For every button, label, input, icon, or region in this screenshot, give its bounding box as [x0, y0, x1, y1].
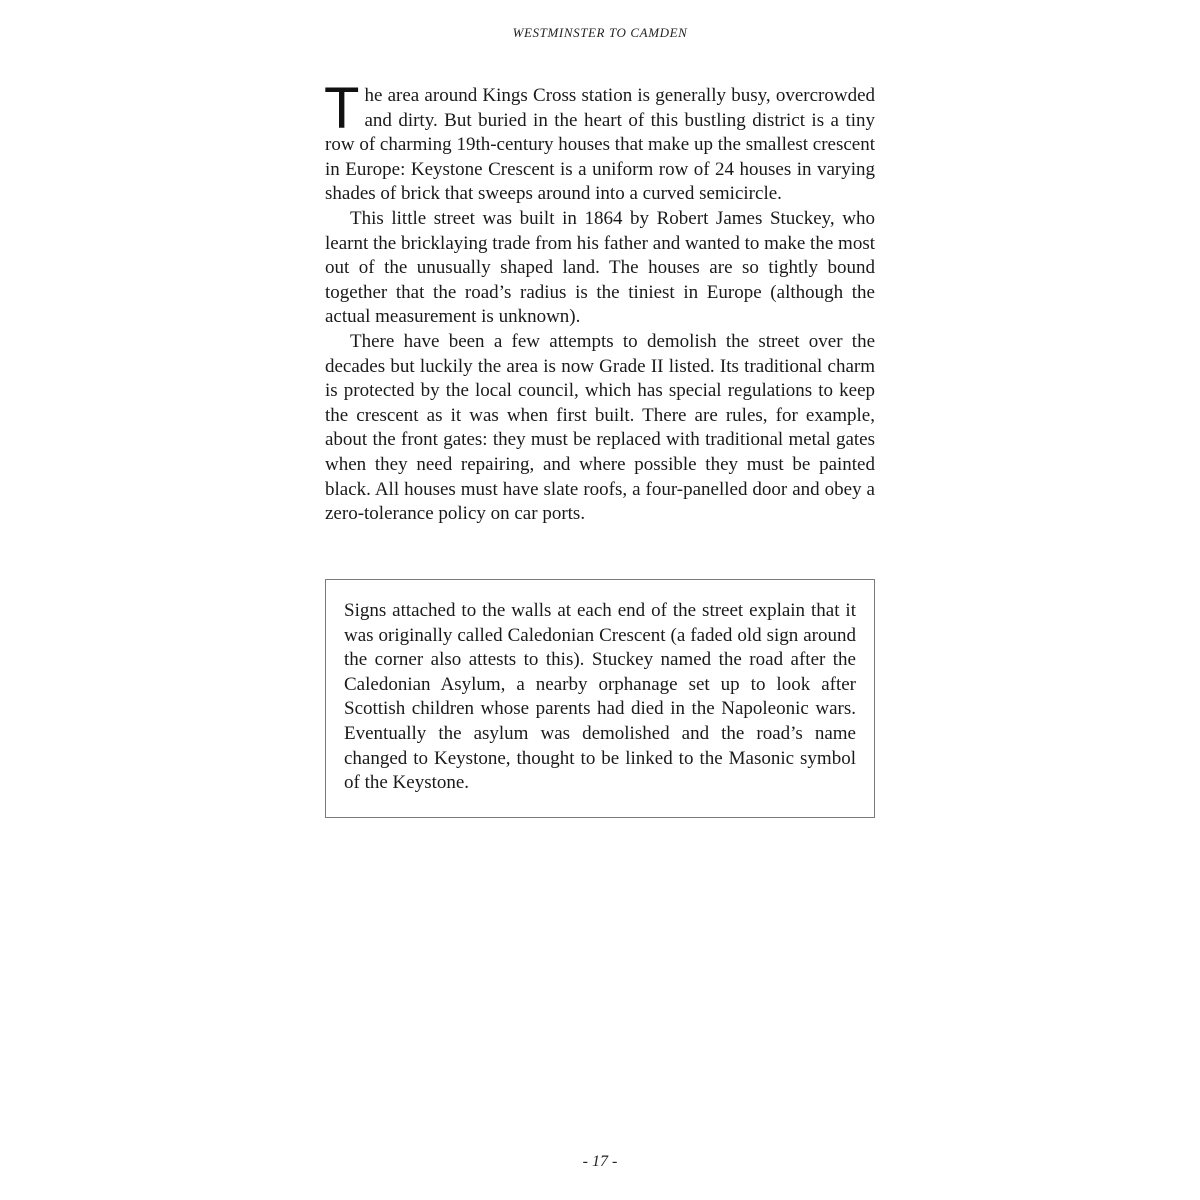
sidebar-text: Signs attached to the walls at each end of the street explain that it was originally called Caledonian Crescent (a faded old sign around the corner also attests to this). Stuckey named the road after the Caledonian Asylum, a nearby orphanage set up to look after Scottish children whose parents had died in the Napoleonic wars. Eventually the asylum was demolished and the road’s name changed to Keystone, thought to be linked to the Masonic symbol of the Keystone. — [344, 600, 856, 794]
main-text — [324, 76, 875, 527]
page-number: - 17 - — [582, 1153, 618, 1170]
running-head: WESTMINSTER TO CAMDEN — [512, 25, 688, 40]
sidebar-box — [325, 579, 875, 818]
paragraph-1 — [324, 76, 875, 207]
paragraph-3: There have been a few attempts to demolish the street over the decades but luckily the area is now Grade II listed. Its traditional charm is protected by the local council, which has special regulations to keep the crescent as it was when first built. There are rules, for example, about the front gates: they must be replaced with traditional metal gates when they need repairing, and where possible they must be painted black. All houses must have slate roofs, a four-panelled door and obey a zero-tolerance policy on car ports. — [325, 330, 875, 525]
paragraph-2: This little street was built in 1864 by Robert James Stuckey, who learnt the bricklaying trade from his father and wanted to make the most out of the unusually shaped land. The houses are so tightly bound together that the road’s radius is the tiniest in Europe (although the actual measurement is unknown). — [325, 207, 875, 328]
paragraph-1-text: he area around Kings Cross station is generally busy, overcrowded and dirty. But buried in the heart of this bustling district is a tiny row of charming 19th-century houses that make up the smallest crescent in Europe: Keystone Crescent is a uniform row of 24 houses in varying shades of brick that sweeps around into a curved semicircle. — [325, 85, 875, 205]
drop-cap: T — [324, 76, 360, 141]
